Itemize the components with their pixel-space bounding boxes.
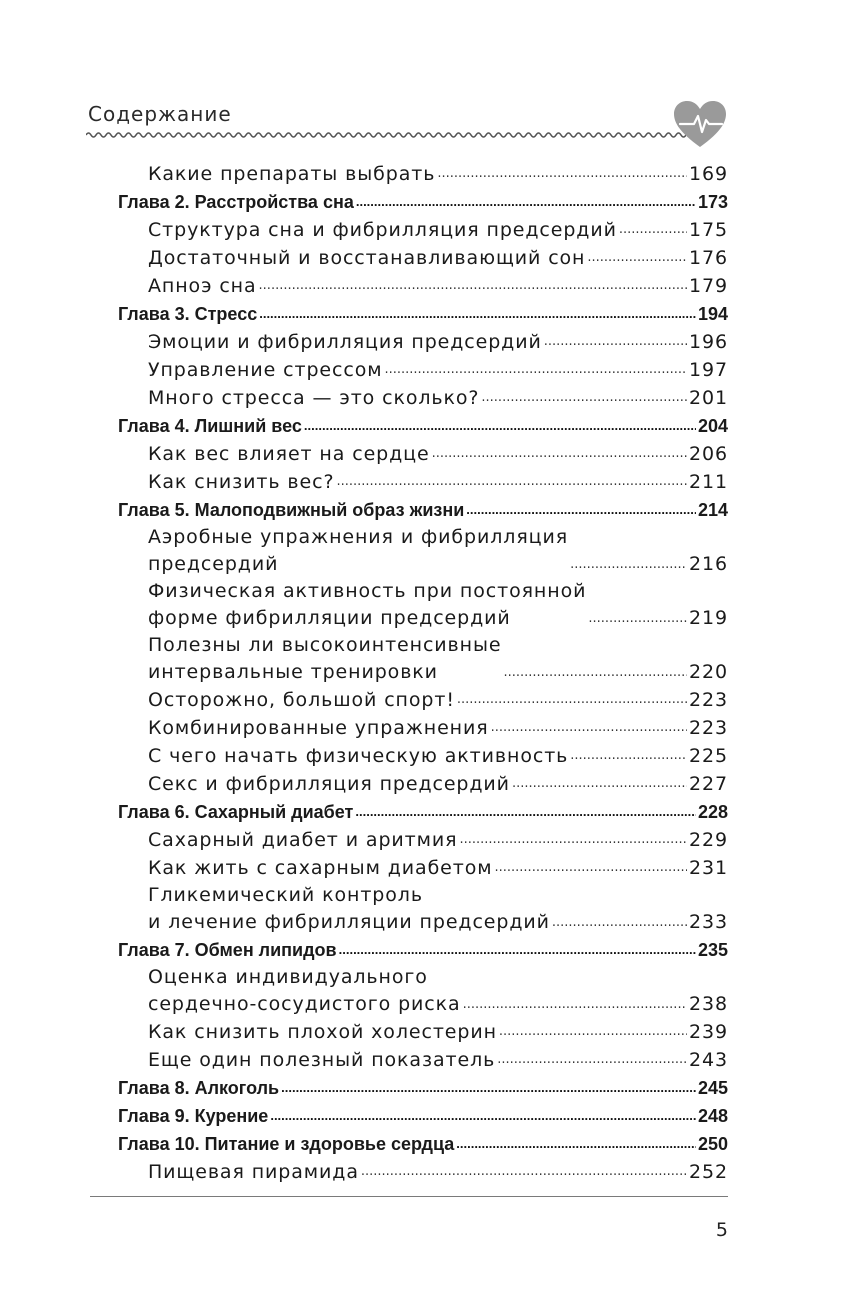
toc-entry-title: Глава 9. Курение bbox=[118, 1106, 269, 1126]
toc-dot-leader bbox=[356, 188, 696, 216]
toc-dot-leader bbox=[339, 936, 696, 964]
toc-entry-title: Секс и фибрилляция предсердий bbox=[148, 773, 510, 795]
toc-entry-title: Комбинированные упражнения bbox=[148, 717, 489, 739]
toc-subsection-entry[interactable] bbox=[118, 632, 728, 686]
toc-page-number: 228 bbox=[697, 802, 728, 822]
toc-page-number: 238 bbox=[689, 993, 728, 1015]
toc-page-number: 227 bbox=[689, 773, 728, 795]
toc-chapter-entry[interactable] bbox=[118, 1074, 728, 1102]
toc-dot-leader bbox=[570, 551, 687, 578]
toc-chapter-entry[interactable] bbox=[118, 1102, 728, 1130]
toc-entry-title: Глава 8. Алкоголь bbox=[118, 1078, 280, 1098]
toc-entry-title: Как снизить плохой холестерин bbox=[148, 1021, 497, 1043]
toc-entry-title: Сахарный диабет и аритмия bbox=[148, 829, 458, 851]
toc-page-number: 225 bbox=[689, 745, 728, 767]
toc-dot-leader bbox=[361, 1158, 687, 1186]
toc-page-number: 223 bbox=[689, 717, 728, 739]
toc-dot-leader bbox=[503, 659, 687, 686]
toc-dot-leader bbox=[491, 714, 687, 742]
toc-chapter-entry[interactable] bbox=[118, 188, 728, 216]
toc-dot-leader bbox=[570, 742, 687, 770]
toc-page-number: 179 bbox=[689, 275, 728, 297]
toc-page-number: 223 bbox=[689, 689, 728, 711]
toc-entry-title: Оценка индивидуального сердечно-сосудистого риска bbox=[148, 966, 461, 1015]
toc-dot-leader bbox=[495, 854, 688, 882]
toc-chapter-entry[interactable] bbox=[118, 412, 728, 440]
toc-dot-leader bbox=[459, 826, 687, 854]
toc-dot-leader bbox=[304, 412, 696, 440]
toc-dot-leader bbox=[456, 1130, 696, 1158]
toc-subsection-entry[interactable] bbox=[118, 770, 728, 798]
toc-subsection-entry[interactable] bbox=[118, 468, 728, 496]
toc-entry-title: Как жить с сахарным диабетом bbox=[148, 857, 493, 879]
toc-page-number: 196 bbox=[689, 331, 728, 353]
toc-page-number: 176 bbox=[689, 247, 728, 269]
toc-dot-leader bbox=[355, 798, 696, 826]
toc-dot-leader bbox=[336, 468, 687, 496]
toc-subsection-entry[interactable] bbox=[118, 216, 728, 244]
toc-page-number: 231 bbox=[689, 857, 728, 879]
toc-subsection-entry[interactable] bbox=[118, 714, 728, 742]
toc-dot-leader bbox=[270, 1102, 696, 1130]
toc-subsection-entry[interactable] bbox=[118, 356, 728, 384]
toc-entry-title: Аэробные упражнения и фибрилляция предсердий bbox=[148, 526, 569, 575]
toc-subsection-entry[interactable] bbox=[118, 1046, 728, 1074]
toc-entry-title: Глава 2. Расстройства сна bbox=[118, 192, 354, 212]
toc-dot-leader bbox=[544, 328, 687, 356]
toc-dot-leader bbox=[432, 440, 687, 468]
header-wavy-rule bbox=[86, 128, 686, 142]
toc-page-number: 194 bbox=[697, 304, 728, 324]
toc-subsection-entry[interactable] bbox=[118, 524, 728, 578]
toc-dot-leader bbox=[259, 300, 696, 328]
toc-entry-title: Гликемический контроль и лечение фибрилляции предсердий bbox=[148, 884, 550, 933]
toc-page-number: 173 bbox=[697, 192, 728, 212]
footer-rule bbox=[90, 1196, 728, 1197]
toc-entry-title: Еще один полезный показатель bbox=[148, 1049, 496, 1071]
toc-page-number: 214 bbox=[697, 500, 728, 520]
toc-page-number: 252 bbox=[689, 1161, 728, 1183]
toc-page-number: 206 bbox=[689, 443, 728, 465]
toc-chapter-entry[interactable] bbox=[118, 936, 728, 964]
toc-dot-leader bbox=[437, 160, 687, 188]
toc-dot-leader bbox=[588, 605, 687, 632]
toc-subsection-entry[interactable] bbox=[118, 1158, 728, 1186]
toc-chapter-entry[interactable] bbox=[118, 1130, 728, 1158]
toc-entry-title: Как вес влияет на сердце bbox=[148, 443, 430, 465]
toc-chapter-entry[interactable] bbox=[118, 300, 728, 328]
toc-dot-leader bbox=[619, 216, 687, 244]
toc-page-number: 250 bbox=[697, 1134, 728, 1154]
toc-page-number: 169 bbox=[689, 163, 728, 185]
toc-entry-title: Много стресса — это сколько? bbox=[148, 387, 480, 409]
toc-page-number: 201 bbox=[689, 387, 728, 409]
toc-chapter-entry[interactable] bbox=[118, 496, 728, 524]
toc-page-number: 211 bbox=[689, 471, 728, 493]
toc-chapter-entry[interactable] bbox=[118, 798, 728, 826]
toc-subsection-entry[interactable] bbox=[118, 882, 728, 936]
toc-entry-title: Осторожно, большой спорт! bbox=[148, 689, 455, 711]
toc-entry-title: С чего начать физическую активность bbox=[148, 745, 569, 767]
page-number: 5 bbox=[715, 1219, 728, 1241]
toc-dot-leader bbox=[497, 1046, 687, 1074]
toc-dot-leader bbox=[587, 244, 687, 272]
toc-entry-title: Управление стрессом bbox=[148, 359, 383, 381]
toc-subsection-entry[interactable] bbox=[118, 742, 728, 770]
toc-page-number: 233 bbox=[689, 911, 728, 933]
toc-subsection-entry[interactable] bbox=[118, 440, 728, 468]
toc-subsection-entry[interactable] bbox=[118, 826, 728, 854]
toc-dot-leader bbox=[512, 770, 687, 798]
toc-page-number: 219 bbox=[689, 607, 728, 629]
toc-entry-title: Глава 4. Лишний вес bbox=[118, 416, 302, 436]
toc-entry-title: Какие препараты выбрать bbox=[148, 163, 436, 185]
table-of-contents bbox=[118, 160, 728, 1186]
toc-dot-leader bbox=[466, 496, 696, 524]
toc-page-number: 229 bbox=[689, 829, 728, 851]
toc-dot-leader bbox=[281, 1074, 696, 1102]
toc-subsection-entry[interactable] bbox=[118, 160, 728, 188]
toc-entry-title: Эмоции и фибрилляция предсердий bbox=[148, 331, 542, 353]
toc-page-number: 204 bbox=[697, 416, 728, 436]
toc-page-number: 235 bbox=[697, 940, 728, 960]
toc-entry-title: Глава 10. Питание и здоровье сердца bbox=[118, 1134, 455, 1154]
toc-dot-leader bbox=[552, 909, 687, 936]
toc-page-number: 239 bbox=[689, 1021, 728, 1043]
toc-subsection-entry[interactable] bbox=[118, 244, 728, 272]
toc-dot-leader bbox=[481, 384, 687, 412]
toc-page-number: 220 bbox=[689, 661, 728, 683]
toc-subsection-entry[interactable] bbox=[118, 384, 728, 412]
toc-subsection-entry[interactable] bbox=[118, 328, 728, 356]
toc-subsection-entry[interactable] bbox=[118, 272, 728, 300]
toc-subsection-entry[interactable] bbox=[118, 686, 728, 714]
toc-entry-title: Глава 6. Сахарный диабет bbox=[118, 802, 354, 822]
toc-subsection-entry[interactable] bbox=[118, 964, 728, 1018]
toc-dot-leader bbox=[259, 272, 687, 300]
toc-subsection-entry[interactable] bbox=[118, 1018, 728, 1046]
toc-entry-title: Полезны ли высокоинтенсивные интервальные тренировки bbox=[148, 634, 502, 683]
heart-pulse-icon bbox=[672, 100, 728, 150]
toc-dot-leader bbox=[457, 686, 687, 714]
toc-entry-title: Пищевая пирамида bbox=[148, 1161, 359, 1183]
toc-entry-title: Достаточный и восстанавливающий сон bbox=[148, 247, 586, 269]
toc-page-number: 216 bbox=[689, 553, 728, 575]
toc-entry-title: Структура сна и фибрилляция предсердий bbox=[148, 219, 617, 241]
toc-subsection-entry[interactable] bbox=[118, 854, 728, 882]
toc-page-number: 175 bbox=[689, 219, 728, 241]
toc-dot-leader bbox=[463, 991, 687, 1018]
toc-page-number: 243 bbox=[689, 1049, 728, 1071]
running-header-title: Содержание bbox=[88, 102, 232, 126]
toc-entry-title: Глава 7. Обмен липидов bbox=[118, 940, 337, 960]
toc-entry-title: Физическая активность при постоянной форме фибрилляции предсердий bbox=[148, 580, 587, 629]
toc-entry-title: Как снизить вес? bbox=[148, 471, 335, 493]
toc-page-number: 245 bbox=[697, 1078, 728, 1098]
toc-entry-title: Глава 3. Стресс bbox=[118, 304, 258, 324]
toc-page-number: 197 bbox=[689, 359, 728, 381]
toc-entry-title: Глава 5. Малоподвижный образ жизни bbox=[118, 500, 465, 520]
toc-dot-leader bbox=[499, 1018, 687, 1046]
toc-page-number: 248 bbox=[697, 1106, 728, 1126]
toc-subsection-entry[interactable] bbox=[118, 578, 728, 632]
toc-entry-title: Апноэ сна bbox=[148, 275, 257, 297]
toc-dot-leader bbox=[384, 356, 687, 384]
